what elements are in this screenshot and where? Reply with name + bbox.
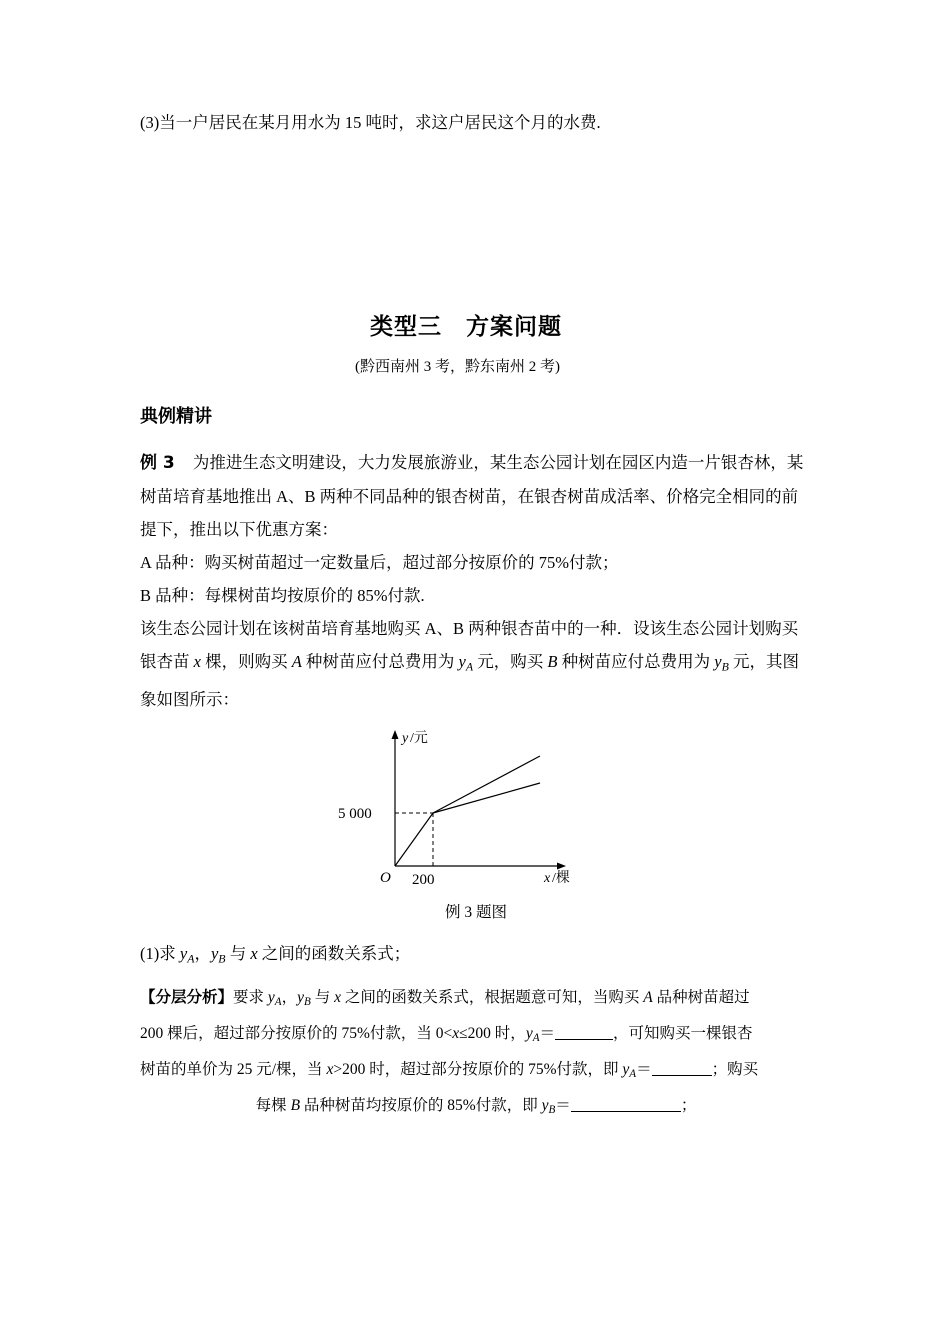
example-line-8: 象如图所示： [140,690,239,710]
analysis-tag: 【分层分析】 [140,987,234,1006]
y-tick-label: 5 000 [338,806,372,823]
example-line-3: 提下，推出以下优惠方案： [140,520,338,539]
page-content [140,108,812,1126]
y-axis-unit: /元 [410,731,428,747]
answer-blank-2[interactable] [652,1059,712,1076]
exam-frequency-note: (黔西南州 3 考，黔东南州 2 考) [355,359,560,375]
example-label: 例 3 [140,453,175,473]
x-axis-arrow [557,863,566,870]
analysis-block [140,982,812,1126]
origin-label: O [380,870,391,887]
coordinate-graph-svg [140,726,812,926]
figure-graph [140,726,812,931]
x-axis-label: x [544,871,551,887]
line-segment-common [395,813,433,866]
vertical-spacer [140,138,812,308]
answer-blank-1[interactable] [555,1023,613,1040]
answer-blank-3[interactable] [571,1095,681,1112]
question-3-text: (3)当一户居民在某月用水为 15 吨时，求这户居民这个月的水费. [140,113,601,132]
y-axis-arrow [392,730,399,739]
x-axis-unit: /棵 [552,871,570,887]
analysis-line-3: 树苗的单价为 25 元/棵，当 x>200 时，超过部分按原价的 75%付款，即 $y_A=$ ；购买 [140,1060,759,1080]
type-heading: 类型三 方案问题 [370,314,562,340]
question-1-text: (1)求 $y_A$，$y_B$ 与 x 之间的函数关系式； [140,944,411,966]
example-block [140,446,812,716]
example-line-5: B 品种：每棵树苗均按原价的 85%付款. [140,586,425,605]
analysis-line-1: 【分层分析】要求 $y_A$，$y_B$ 与 x 之间的函数关系式，根据题意可知，当购买 A 品种树苗超过 [140,987,750,1008]
example-line-6: 该生态公园计划在该树苗培育基地购买 A、B 两种银杏苗中的一种．设该生态公园计划购买 [140,619,799,638]
example-line-2: 树苗培育基地推出 A、B 两种不同品种的银杏树苗，在银杏树苗成活率、价格完全相同的前 [140,487,799,506]
analysis-line-2: 200 棵后，超过部分按原价的 75%付款，当 0<x≤200 时，$y_A=$ ，可知购买一棵银杏 [140,1024,753,1044]
example-text-1: 为推进生态文明建设，大力发展旅游业，某生态公园计划在园区内造一片银杏林，某 [192,453,804,472]
example-line-4: A 品种：购买树苗超过一定数量后，超过部分按原价的 75%付款； [140,553,619,572]
analysis-line-4: 每棵 B 品种树苗均按原价的 85%付款，即 $y_B=$ ； [255,1096,697,1117]
example-line-7: 银杏苗 x 棵，则购买 A 种树苗应付总费用为 $y_A$ 元，购买 B 种树苗应付总费用为 $y_B$ 元，其图 [140,652,799,674]
y-axis-label: y [402,731,409,747]
section-heading: 典例精讲 [140,406,212,427]
figure-caption: 例 3 题图 [444,904,507,922]
x-tick-label: 200 [412,872,435,889]
line-yA-upper [433,756,540,813]
example-line-1 [140,446,812,480]
line-yB-upper [433,783,540,813]
